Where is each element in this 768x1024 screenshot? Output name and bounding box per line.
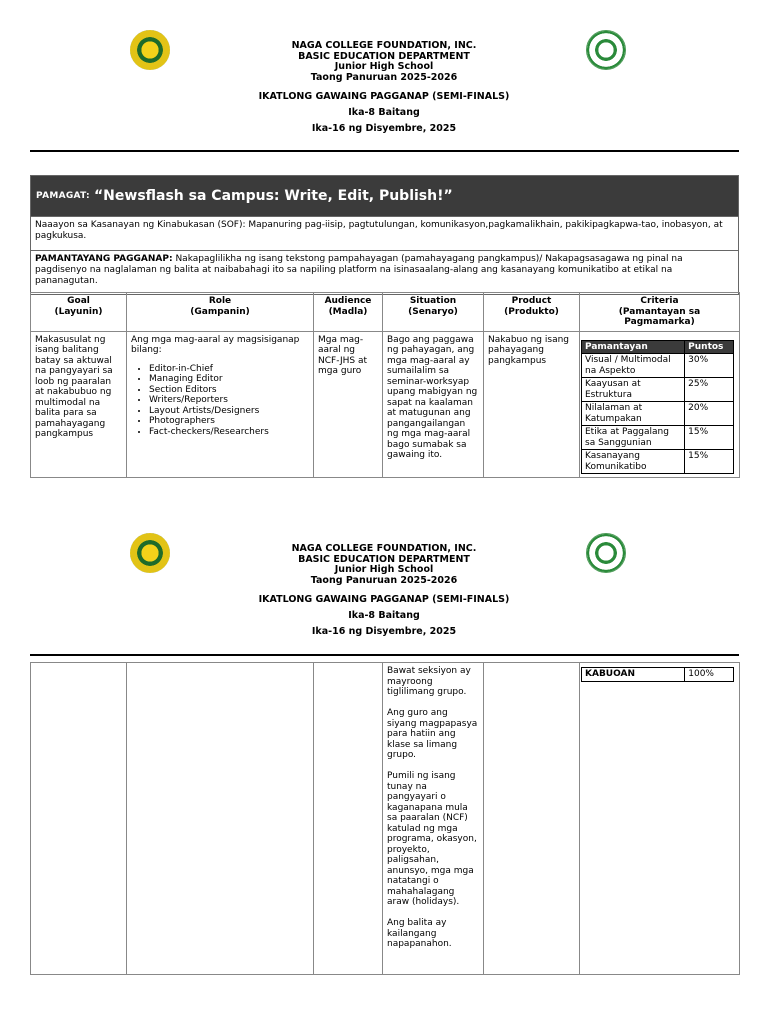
situation-cell: Bago ang paggawa ng pahayagan, ang mga mag-aaral ay sumailalim sa seminar-worksyap upang mabigyan ng sapat na kaalaman at matugunan ang pangangailangan ng mga mag-aaral bago sumabak sa gawaing ito.: [383, 331, 484, 477]
list-item: • Photographers: [149, 416, 309, 427]
task-title: IKATLONG GAWAING PAGGANAP (SEMI-FINALS): [258, 594, 510, 605]
department-name: BASIC EDUCATION DEPARTMENT: [298, 553, 470, 565]
col-role: Role (Gampanin): [127, 293, 314, 332]
school-name: NAGA COLLEGE FOUNDATION, INC.: [291, 543, 477, 554]
list-item: • Managing Editor: [149, 374, 309, 385]
col-goal: Goal (Layunin): [31, 293, 127, 332]
school-level: Junior High School: [334, 564, 434, 575]
grasps-table: [30, 292, 740, 478]
role-cell: [127, 331, 314, 477]
criteria-table: [581, 340, 734, 475]
situation-cell: [383, 663, 484, 975]
standard-text: Nakapaglilikha ng isang tekstong pampahayagan (pamahayagang pangkampus)/ Nakapagsasagawa ng pinal na pagdisenyo na naglalaman ng balita at naibabahagi ito sa napiling platform na isinasaalang-alang ang kasanayang komunikatibo at etikal na pananagutan.: [35, 254, 683, 286]
product-cell: [484, 663, 580, 975]
table-header-row: [31, 293, 740, 332]
title-bar: [31, 176, 738, 216]
criteria-header: Pamantayan Puntos: [582, 340, 734, 354]
criteria-row: Kaayusan at Estruktura 25%: [582, 378, 734, 402]
title-label: PAMAGAT:: [36, 191, 90, 201]
list-item: • Fact-checkers/Researchers: [149, 427, 309, 438]
school-level: Junior High School: [334, 61, 434, 72]
task-name: “Newsflash sa Campus: Write, Edit, Publish!”: [93, 188, 453, 204]
grade-level: Ika-8 Baitang: [348, 107, 420, 118]
list-item: • Layout Artists/Designers: [149, 406, 309, 417]
role-list: [149, 364, 309, 438]
table-row: [31, 331, 740, 477]
school-year: Taong Panuruan 2025-2026: [310, 574, 458, 586]
situation-paragraph: Ang balita ay kailangang napapanahon.: [387, 918, 452, 949]
task-date: Ika-16 ng Disyembre, 2025: [311, 123, 457, 134]
grasps-table-continued: [30, 662, 740, 975]
task-title: IKATLONG GAWAING PAGGANAP (SEMI-FINALS): [258, 91, 510, 102]
header-divider: [30, 150, 739, 152]
product-cell: Nakabuo ng isang pahayagang pangkampus: [484, 331, 580, 477]
col-product: Product (Produkto): [484, 293, 580, 332]
grade-level: Ika-8 Baitang: [348, 610, 420, 621]
school-year: Taong Panuruan 2025-2026: [310, 71, 458, 83]
col-audience: Audience (Madla): [314, 293, 383, 332]
task-date: Ika-16 ng Disyembre, 2025: [311, 626, 457, 637]
performance-standard: [31, 250, 738, 294]
standard-label: PAMANTAYANG PAGGANAP:: [35, 254, 173, 264]
criteria-total-table: [581, 667, 734, 682]
criteria-row: Etika at Paggalang sa Sanggunian 15%: [582, 426, 734, 450]
header-divider: [30, 654, 739, 656]
criteria-row: Nilalaman at Katumpakan 20%: [582, 402, 734, 426]
page-header: [0, 41, 768, 137]
list-item: • Writers/Reporters: [149, 395, 309, 406]
situation-paragraph: Pumili ng isang tunay na pangyayari o kaganapana mula sa paaralan (NCF) katulad ng mga programa, okasyon, proyekto, paligsahan, anunsyo, mga mga natatangi o mahahalagang araw (holidays).: [387, 771, 477, 907]
list-item: • Editor-in-Chief: [149, 364, 309, 375]
department-name: BASIC EDUCATION DEPARTMENT: [298, 50, 470, 62]
audience-cell: Mga mag-aaral ng NCF-JHS at mga guro: [314, 331, 383, 477]
criteria-cell: [580, 331, 740, 477]
criteria-total-row: [582, 668, 734, 682]
audience-cell: [314, 663, 383, 975]
school-name: NAGA COLLEGE FOUNDATION, INC.: [291, 40, 477, 51]
role-intro: Ang mga mag-aaral ay magsisiganap bilang:: [131, 334, 300, 355]
col-criteria: Criteria (Pamantayan sa Pagmamarka): [580, 293, 740, 332]
table-row: [31, 663, 740, 975]
goal-cell: [31, 663, 127, 975]
total-value: 100%: [685, 668, 734, 682]
goal-cell: Makasusulat ng isang balitang batay sa aktuwal na pangyayari sa loob ng paaralan at nakabubuo ng multimodal na balita para sa pamahayagang pangkampus: [31, 331, 127, 477]
col-situation: Situation (Senaryo): [383, 293, 484, 332]
criteria-row: Kasanayang Komunikatibo 15%: [582, 450, 734, 474]
page-header: [0, 544, 768, 640]
criteria-row: Visual / Multimodal na Aspekto 30%: [582, 354, 734, 378]
role-cell: [127, 663, 314, 975]
total-label: KABUOAN: [582, 668, 685, 682]
list-item: • Section Editors: [149, 385, 309, 396]
sof-statement: Naaayon sa Kasanayan ng Kinabukasan (SOF): Mapanuring pag-iisip, pagtutulungan, komunikasyon,pagkamalikhain, pakikipagkapwa-tao, inobasyon, at pagkukusa.: [31, 216, 738, 250]
situation-paragraph: Ang guro ang siyang magpapasya para hatiin ang klase sa limang grupo.: [387, 708, 478, 760]
criteria-cell: [580, 663, 740, 975]
situation-paragraph: Bawat seksiyon ay mayroong tiglilimang grupo.: [387, 666, 471, 697]
task-overview: [30, 175, 739, 295]
